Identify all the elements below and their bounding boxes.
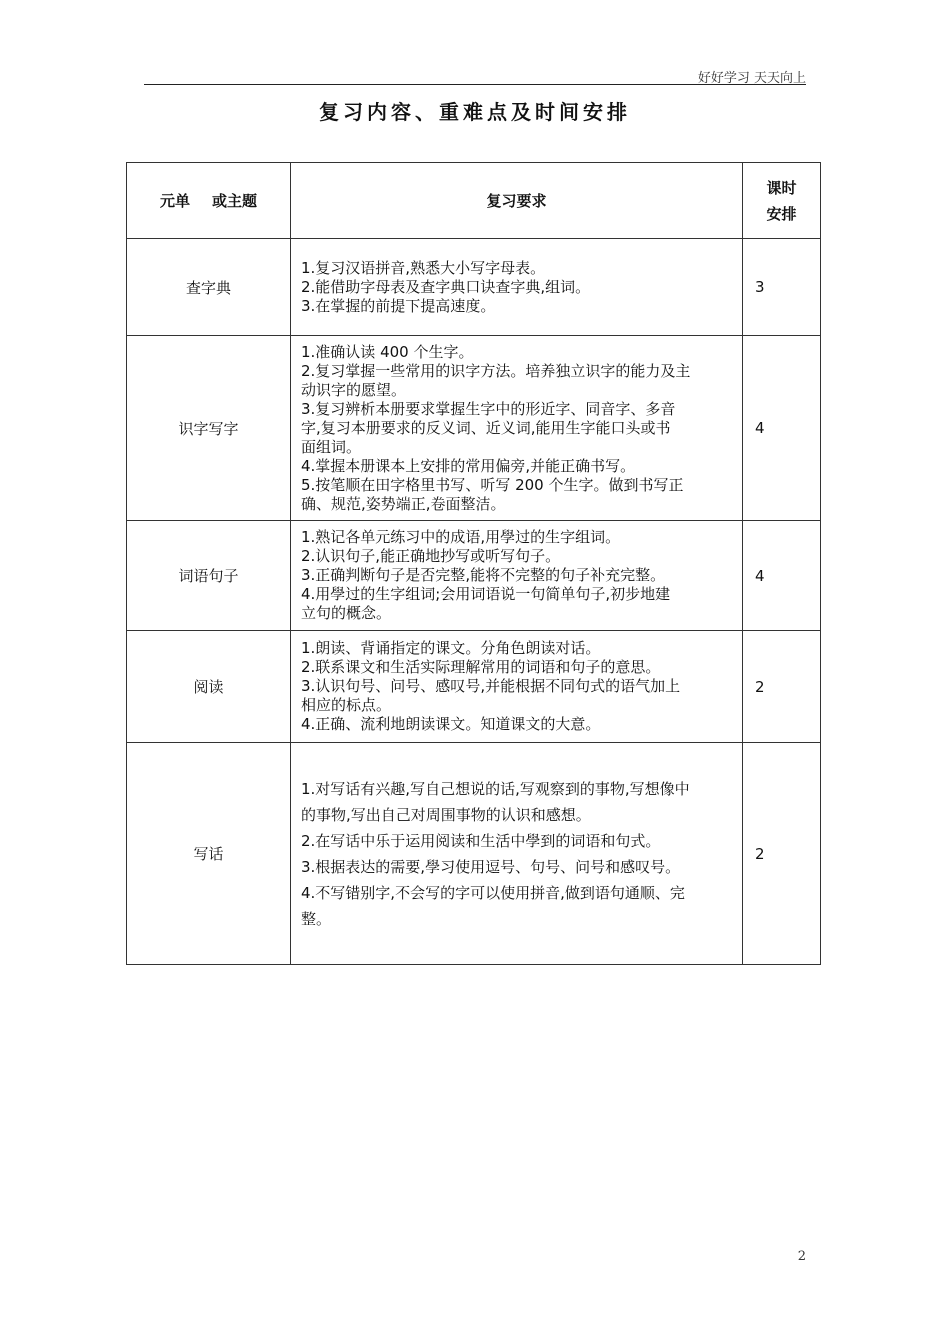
header-unit — [127, 163, 291, 239]
requirement-line: 立句的概念。 — [301, 604, 392, 622]
requirement-line: 动识字的愿望。 — [301, 380, 407, 399]
requirement-line: 4.掌握本册课本上安排的常用偏旁,并能正确书写。 — [301, 456, 636, 475]
requirement-line: 2.复习掌握一些常用的识字方法。培养独立识字的能力及主 — [301, 361, 691, 380]
requirement-line: 4.用學过的生字组词;会用词语说一句简单句子,初步地建 — [301, 585, 671, 603]
page-title: 复习内容、重难点及时间安排 — [319, 100, 631, 124]
table-row — [127, 336, 821, 521]
requirement-line: 1.朗读、背诵指定的课文。分角色朗读对话。 — [301, 639, 601, 657]
header-slogan: 好好学习 天天向上 — [697, 71, 806, 86]
requirement-line: 字,复习本册要求的反义词、近义词,能用生字能口头或书 — [301, 418, 671, 437]
requirements-cell — [291, 743, 743, 965]
header-time-line2: 安排 — [766, 204, 797, 223]
page-number: 2 — [797, 1249, 806, 1264]
table-row — [127, 631, 821, 743]
header-time-line1: 课时 — [766, 178, 797, 197]
requirement-line: 5.按笔顺在田字格里书写、听写 200 个生字。做到书写正 — [301, 475, 684, 494]
unit-cell: 阅读 — [127, 631, 291, 743]
requirement-line: 的事物,写出自己对周围事物的认识和感想。 — [301, 805, 591, 824]
requirement-line: 1.熟记各单元练习中的成语,用學过的生字组词。 — [301, 528, 621, 546]
requirements-cell — [291, 521, 743, 631]
hours-cell: 2 — [743, 631, 821, 743]
header-unit-part2: 或主题 — [212, 192, 258, 210]
table-row — [127, 743, 821, 965]
header-time — [743, 163, 821, 239]
requirement-line: 面组词。 — [301, 437, 362, 456]
unit-cell: 写话 — [127, 743, 291, 965]
requirement-line: 3.根据表达的需要,學习使用逗号、句号、问号和感叹号。 — [301, 857, 681, 876]
requirement-line: 2.认识句子,能正确地抄写或听写句子。 — [301, 547, 561, 565]
requirements-cell — [291, 631, 743, 743]
unit-cell: 词语句子 — [127, 521, 291, 631]
requirement-line: 4.正确、流利地朗读课文。知道课文的大意。 — [301, 715, 601, 733]
hours-cell: 4 — [743, 521, 821, 631]
requirements-cell — [291, 336, 743, 521]
table-row — [127, 239, 821, 336]
unit-cell: 识字写字 — [127, 336, 291, 521]
requirement-line: 3.复习辨析本册要求掌握生字中的形近字、同音字、多音 — [301, 399, 676, 418]
requirement-line: 4.不写错别字,不会写的字可以使用拼音,做到语句通顺、完 — [301, 883, 685, 902]
unit-cell: 查字典 — [127, 239, 291, 336]
header-rule — [144, 84, 806, 85]
table-row — [127, 521, 821, 631]
hours-cell: 3 — [743, 239, 821, 336]
requirement-line: 3.认识句号、问号、感叹号,并能根据不同句式的语气加上 — [301, 677, 681, 695]
requirement-line: 1.对写话有兴趣,写自己想说的话,写观察到的事物,写想像中 — [301, 779, 690, 798]
hours-cell: 4 — [743, 336, 821, 521]
requirement-line: 1.复习汉语拼音,熟悉大小写字母表。 — [301, 258, 546, 277]
requirement-line: 3.在掌握的前提下提高速度。 — [301, 296, 496, 315]
requirement-line: 2.联系课文和生活实际理解常用的词语和句子的意思。 — [301, 658, 661, 676]
requirement-line: 确、规范,姿势端正,卷面整洁。 — [301, 494, 506, 513]
requirement-line: 2.能借助字母表及查字典口诀查字典,组词。 — [301, 277, 591, 296]
table-header-row — [127, 163, 821, 239]
requirement-line: 整。 — [301, 909, 332, 928]
header-requirements: 复习要求 — [291, 163, 743, 239]
hours-cell: 2 — [743, 743, 821, 965]
requirement-line: 1.准确认读 400 个生字。 — [301, 342, 474, 361]
header-unit-part1: 元单 — [159, 192, 190, 210]
review-schedule-table — [126, 162, 821, 965]
requirement-line: 2.在写话中乐于运用阅读和生活中學到的词语和句式。 — [301, 831, 661, 850]
requirement-line: 相应的标点。 — [301, 696, 392, 714]
requirements-cell — [291, 239, 743, 336]
requirement-line: 3.正确判断句子是否完整,能将不完整的句子补充完整。 — [301, 566, 666, 584]
